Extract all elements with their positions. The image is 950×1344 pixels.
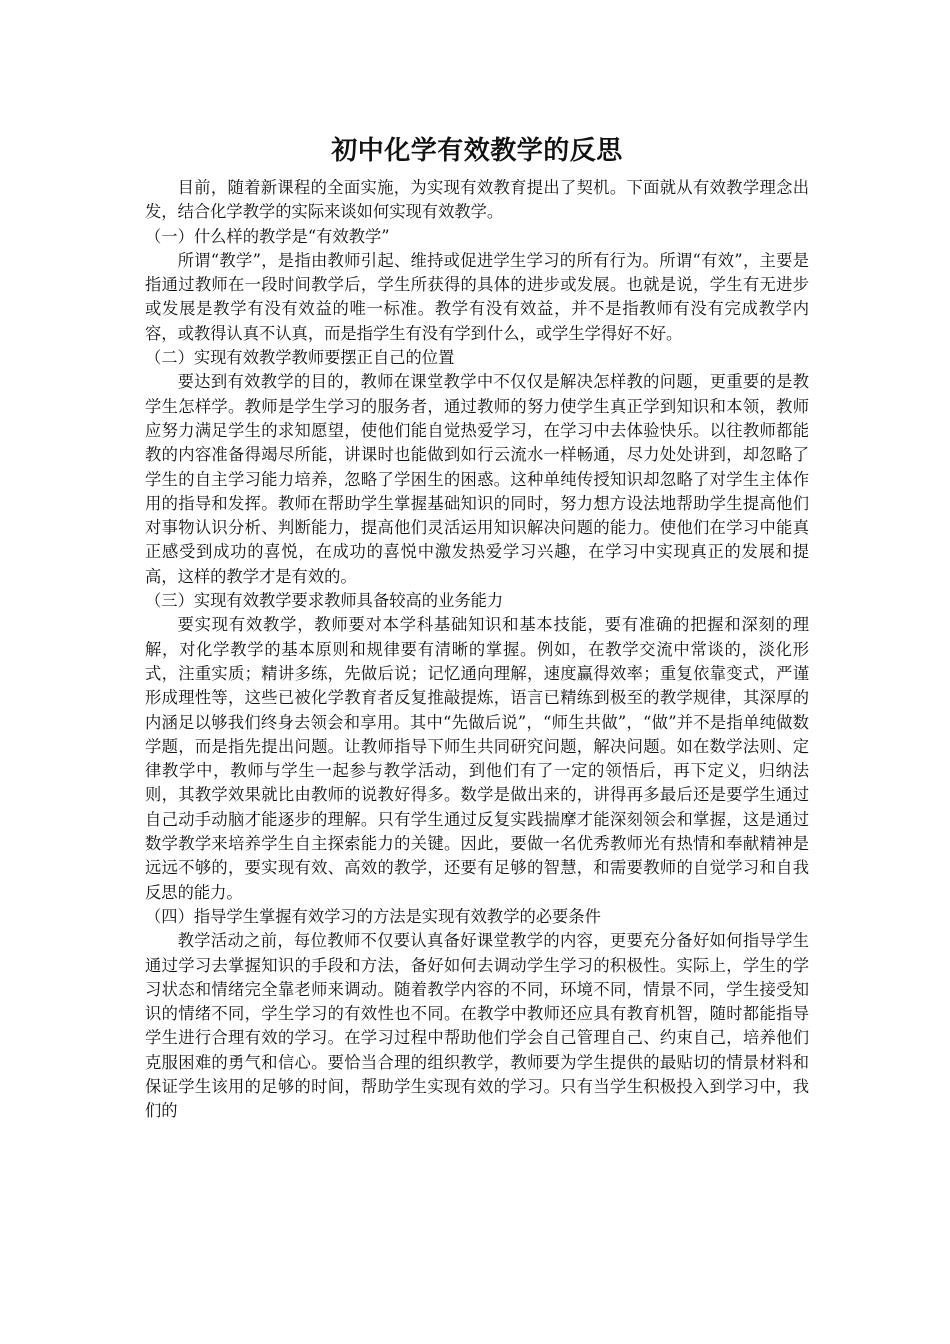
intro-paragraph: 目前，随着新课程的全面实施，为实现有效教育提出了契机。下面就从有效教学理念出发，结合化学教学的实际来谈如何实现有效教学。 xyxy=(145,178,809,222)
section-body-3: 要实现有效教学，教师要对本学科基础知识和基本技能，要有准确的把握和深刻的理解，对化学教学的基本原则和规律要有清晰的掌握。例如，在教学交流中常谈的，淡化形式，注重实质；精讲多练，先做后说；记忆通向理解，速度赢得效率；重复依靠变式，严谨形成理性等，这些已被化学教育者反复推敲提炼，语言已精练到极至的教学规律，其深厚的内涵足以够我们终身去领会和享用。其中“先做后说”，“师生共做”，“做”并不是指单纯做数学题，而是指先提出问题。让教师指导下师生共同研究问题，解决问题。如在数学法则、定律教学中，教师与学生一起参与教学活动，到他们有了一定的领悟后，再下定义，归纳法则，其教学效果就比由教师的说教好得多。数学是做出来的，讲得再多最后还是要学生通过自己动手动脑才能逐步的理解。只有学生通过反复实践揣摩才能深刻领会和掌握，这是通过数学教学来培养学生自主探索能力的关键。因此，要做一名优秀教师光有热情和奉献精神是远远不够的，要实现有效、高效的教学，还要有足够的智慧，和需要教师的自觉学习和自我反思的能力。 xyxy=(145,615,809,902)
document-body xyxy=(145,132,809,1124)
section-heading-4: （四）指导学生掌握有效学习的方法是实现有效教学的必要条件 xyxy=(145,906,601,926)
section-heading-3: （三）实现有效教学要求教师具备较高的业务能力 xyxy=(145,591,504,611)
section-body-4: 教学活动之前，每位教师不仅要认真备好课堂教学的内容，更要充分备好如何指导学生通过学习去掌握知识的手段和方法，备好如何去调动学生学习的积极性。实际上，学生的学习状态和情绪完全靠老师来调动。随着教学内容的不同，环境不同，情景不同，学生接受知识的情绪不同，学生学习的有效性也不同。在教学中教师还应具有教育机智，随时都能指导学生进行合理有效的学习。在学习过程中帮助他们学会自己管理自己、约束自己，培养他们克服困难的勇气和信心。要恰当合理的组织教学，教师要为学生提供的最贴切的情景材料和保证学生该用的足够的时间，帮助学生实现有效的学习。只有当学生积极投入到学习中，我们的 xyxy=(145,931,809,1121)
section-body-1: 所谓“教学”，是指由教师引起、维持或促进学生学习的所有行为。所谓“有效”，主要是指通过教师在一段时间教学后，学生所获得的具体的进步或发展。也就是说，学生有无进步或发展是教学有没有效益的唯一标准。教学有没有效益，并不是指教师有没有完成教学内容，或教得认真不认真，而是指学生有没有学到什么，或学生学得好不好。 xyxy=(145,250,809,343)
section-body-2: 要达到有效教学的目的，教师在课堂教学中不仅仅是解决怎样教的问题，更重要的是教学生怎样学。教师是学生学习的服务者，通过教师的努力使学生真正学到知识和本领，教师应努力满足学生的求知愿望，使他们能自觉热爱学习，在学习中去体验快乐。以往教师都能教的内容准备得竭尽所能，讲课时也能做到如行云流水一样畅通，尽力处处讲到，却忽略了学生的自主学习能力培养，忽略了学困生的困惑。这种单纯传授知识却忽略了对学生主体作用的指导和发挥。教师在帮助学生掌握基础知识的同时，努力想方设法地帮助学生提高他们对事物认识分析、判断能力，提高他们灵活运用知识解决问题的能力。使他们在学习中能真正感受到成功的喜悦，在成功的喜悦中激发热爱学习兴趣，在学习中实现真正的发展和提高，这样的教学才是有效的。 xyxy=(145,372,809,586)
section-heading-2: （二）实现有效教学教师要摆正自己的位置 xyxy=(145,348,455,368)
section-heading-1: （一）什么样的教学是“有效教学” xyxy=(145,226,390,246)
document-title: 初中化学有效教学的反思 xyxy=(331,136,623,166)
